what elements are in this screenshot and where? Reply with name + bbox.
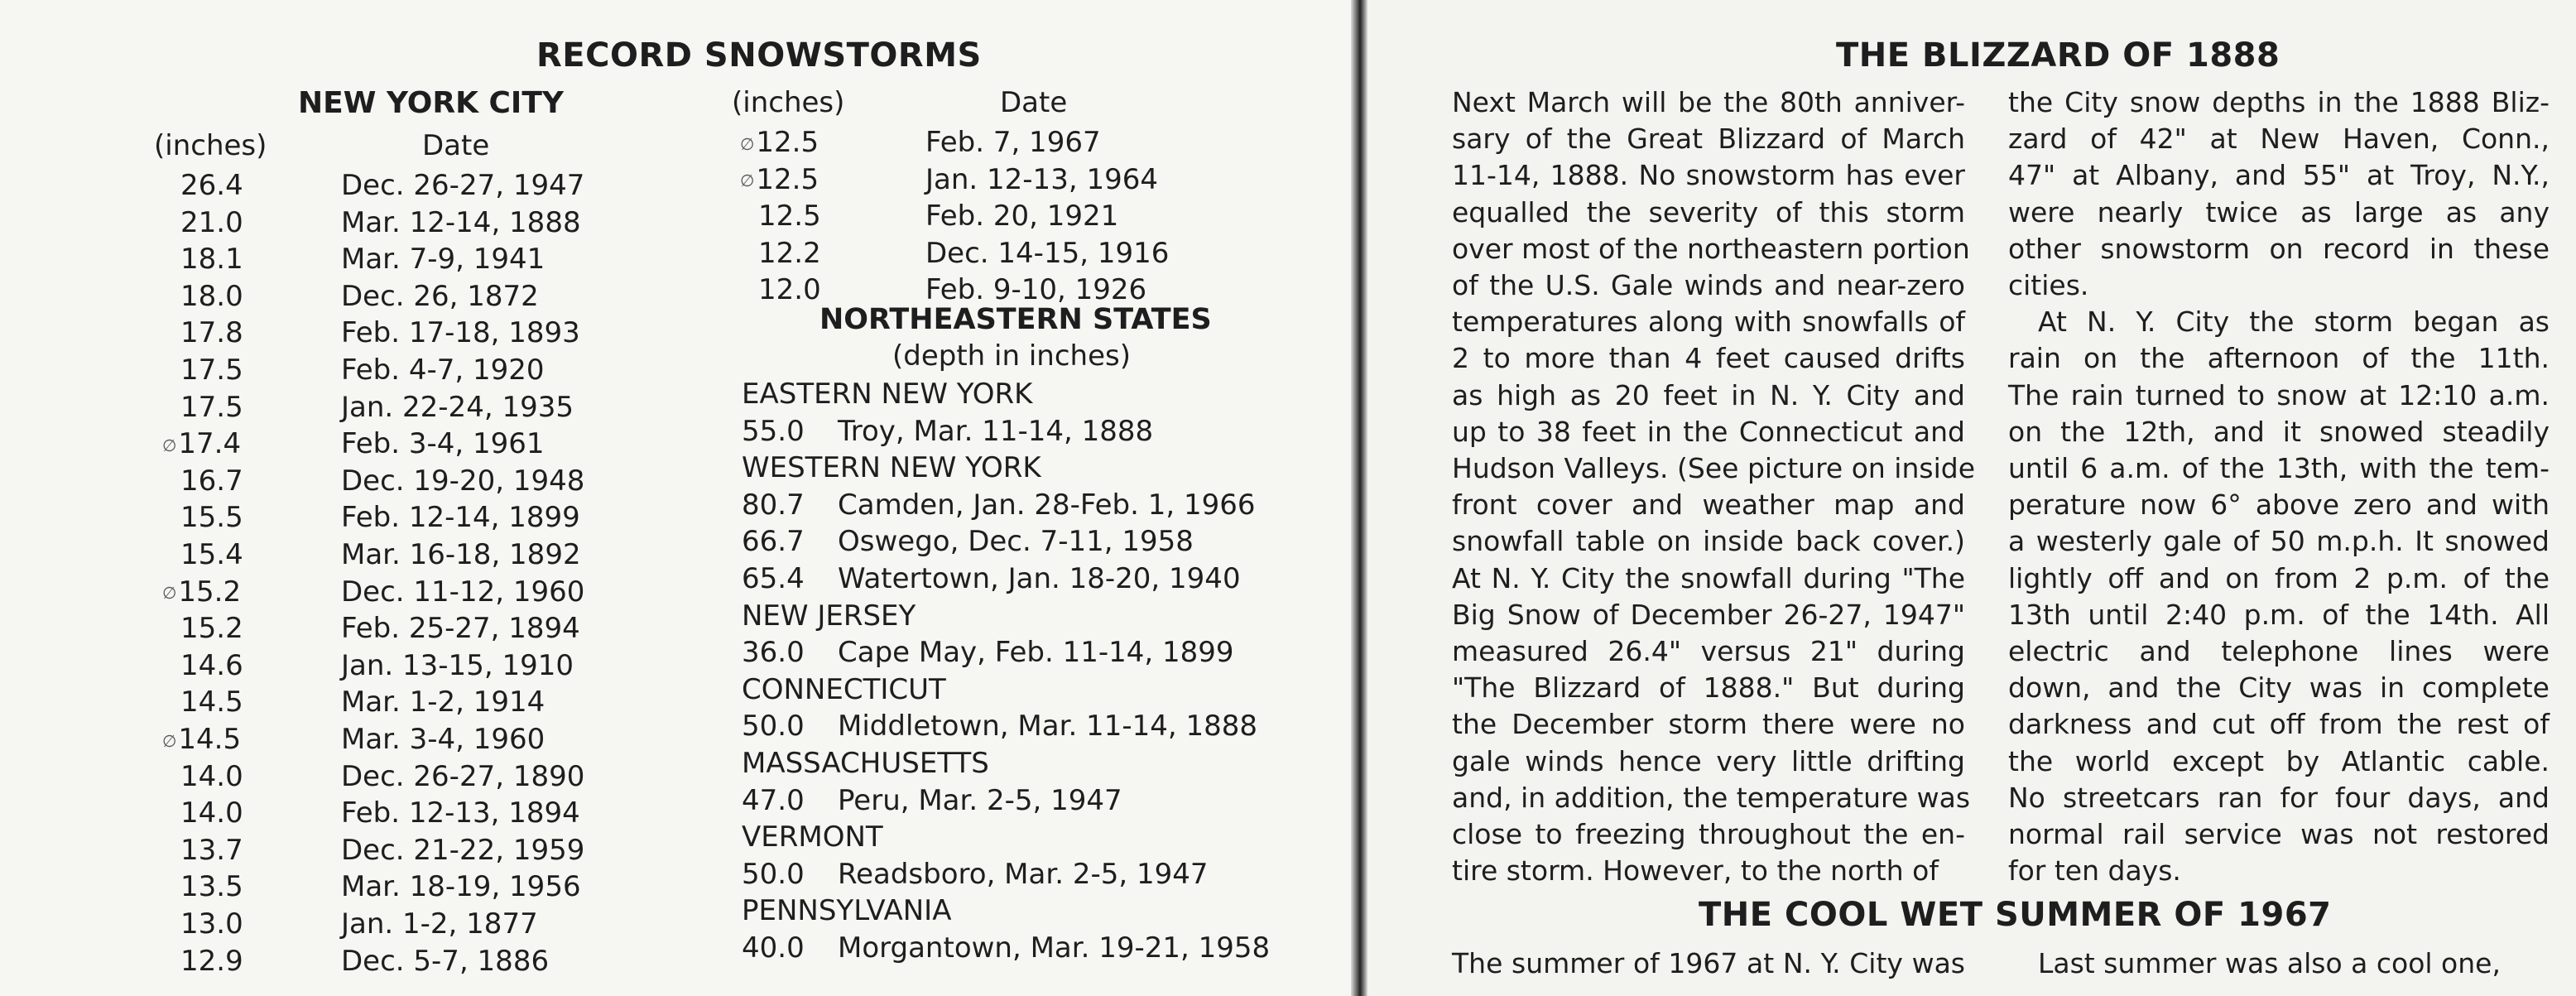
summer-col2-line: Last summer was also a cool one, bbox=[2038, 947, 2501, 979]
article-line: tire storm. However, to the north of bbox=[1452, 854, 1939, 888]
storm-date: Feb. 25-27, 1894 bbox=[341, 612, 580, 646]
storm-date: Feb. 12-13, 1894 bbox=[341, 796, 580, 830]
amount-value: 17.5 bbox=[180, 354, 243, 387]
book-spine bbox=[1351, 0, 1367, 996]
nyc-heading: NEW YORK CITY bbox=[298, 86, 564, 120]
article-line: Big Snow of December 26-27, 1947" bbox=[1452, 598, 1965, 631]
storm-date: Dec. 21-22, 1959 bbox=[341, 833, 585, 867]
storm-date: Mar. 1-2, 1914 bbox=[341, 686, 545, 719]
location-date: Middletown, Mar. 11-14, 1888 bbox=[838, 710, 1257, 743]
storm-date: Dec. 26, 1872 bbox=[341, 279, 539, 313]
location-date: Peru, Mar. 2-5, 1947 bbox=[838, 783, 1122, 817]
handwritten-mark-icon: ∅ bbox=[740, 133, 755, 154]
snowfall-amount bbox=[180, 907, 243, 941]
amount-value: 15.2 bbox=[180, 612, 243, 646]
date-column-header: Date bbox=[422, 129, 490, 162]
snowfall-amount bbox=[740, 163, 819, 196]
state-name: PENNSYLVANIA bbox=[742, 894, 952, 928]
amount-value: 17.5 bbox=[180, 390, 243, 424]
state-record-row bbox=[742, 858, 1209, 891]
state-name: WESTERN NEW YORK bbox=[742, 451, 1041, 485]
snowfall-amount bbox=[180, 686, 243, 719]
snowfall-amount bbox=[740, 126, 819, 159]
snowfall-amount bbox=[180, 870, 243, 903]
snowfall-amount bbox=[758, 273, 821, 306]
storm-date: Dec. 5-7, 1886 bbox=[341, 944, 550, 978]
article-line: of the U.S. Gale winds and near-zero bbox=[1452, 269, 1965, 302]
article-line: front cover and weather map and bbox=[1452, 488, 1965, 522]
article-line: other snowstorm on record in these bbox=[2008, 232, 2550, 265]
northeastern-states-heading: NORTHEASTERN STATES bbox=[819, 303, 1212, 336]
amount-value: 12.2 bbox=[758, 236, 821, 270]
article-line: the December storm there were no bbox=[1452, 708, 1965, 741]
amount-value: 13.7 bbox=[180, 833, 243, 867]
state-name: CONNECTICUT bbox=[742, 672, 946, 706]
snowfall-amount bbox=[180, 649, 243, 682]
article-line: The rain turned to snow at 12:10 a.m. bbox=[2008, 378, 2550, 411]
article-line: equalled the severity of this storm bbox=[1452, 195, 1965, 229]
storm-date: Jan. 22-24, 1935 bbox=[341, 390, 574, 424]
article-line: were nearly twice as large as any bbox=[2008, 195, 2550, 229]
storm-date: Feb. 3-4, 1961 bbox=[341, 427, 545, 461]
amount-value: 18.1 bbox=[180, 243, 243, 277]
amount-value: 15.5 bbox=[180, 501, 243, 535]
storm-date: Dec. 26-27, 1890 bbox=[341, 759, 585, 793]
article-line: perature now 6° above zero and with bbox=[2008, 488, 2550, 522]
amount-value: 18.0 bbox=[180, 279, 243, 313]
article-line: normal rail service was not restored bbox=[2008, 818, 2550, 851]
storm-date: Mar. 12-14, 1888 bbox=[341, 205, 581, 239]
amount-value: 26.4 bbox=[180, 169, 243, 202]
article-line: Hudson Valleys. (See picture on inside bbox=[1452, 452, 1975, 485]
amount-value: 12.5 bbox=[756, 162, 819, 196]
snowfall-amount bbox=[180, 501, 243, 534]
depth-value: 50.0 bbox=[742, 710, 805, 743]
state-record-row bbox=[742, 525, 1194, 558]
article-line: lightly off and on from 2 p.m. of the bbox=[2008, 561, 2550, 594]
handwritten-mark-icon: ∅ bbox=[162, 583, 177, 604]
cool-wet-summer-title: THE COOL WET SUMMER OF 1967 bbox=[1699, 896, 2332, 934]
location-date: Readsboro, Mar. 2-5, 1947 bbox=[838, 857, 1209, 891]
depth-subheading: (depth in inches) bbox=[892, 339, 1131, 373]
article-line: snowfall table on inside back cover.) bbox=[1452, 525, 1965, 558]
state-record-row bbox=[742, 710, 1257, 743]
amount-value: 15.4 bbox=[180, 538, 243, 571]
snowfall-amount bbox=[180, 796, 243, 830]
article-line: No streetcars ran for four days, and bbox=[2008, 781, 2550, 814]
article-line: temperatures along with snowfalls of bbox=[1452, 306, 1965, 339]
location-date: Camden, Jan. 28-Feb. 1, 1966 bbox=[838, 488, 1256, 522]
state-record-row bbox=[742, 784, 1122, 817]
article-line: the world except by Atlantic cable. bbox=[2008, 744, 2550, 777]
storm-date: Mar. 16-18, 1892 bbox=[341, 538, 581, 571]
state-record-row bbox=[742, 488, 1256, 522]
depth-value: 50.0 bbox=[742, 857, 805, 891]
article-line: cities. bbox=[2008, 269, 2089, 302]
amount-value: 13.5 bbox=[180, 870, 243, 904]
state-name: MASSACHUSETTS bbox=[742, 747, 989, 780]
handwritten-mark-icon: ∅ bbox=[162, 730, 177, 751]
snowfall-amount bbox=[180, 538, 243, 571]
location-date: Troy, Mar. 11-14, 1888 bbox=[838, 414, 1154, 448]
snowfall-amount bbox=[758, 200, 821, 233]
depth-value: 36.0 bbox=[742, 636, 805, 670]
storm-date: Dec. 26-27, 1947 bbox=[341, 169, 585, 202]
article-line: 2 to more than 4 feet caused drifts bbox=[1452, 342, 1965, 375]
storm-date: Dec. 14-15, 1916 bbox=[925, 236, 1170, 270]
state-name: NEW JERSEY bbox=[742, 599, 916, 633]
article-line: At N. Y. City the storm began as bbox=[2038, 306, 2550, 339]
amount-value: 17.4 bbox=[178, 427, 242, 461]
article-line: sary of the Great Blizzard of March bbox=[1452, 123, 1965, 156]
amount-value: 12.5 bbox=[756, 126, 819, 159]
article-line: up to 38 feet in the Connecticut and bbox=[1452, 415, 1965, 448]
blizzard-article-column-1 bbox=[1452, 84, 1975, 889]
snowfall-amount bbox=[180, 391, 243, 424]
snowfall-amount bbox=[180, 316, 243, 349]
amount-value: 14.0 bbox=[180, 796, 243, 830]
snowfall-amount bbox=[180, 243, 243, 276]
article-line: the City snow depths in the 1888 Bliz- bbox=[2008, 86, 2550, 118]
storm-date: Jan. 13-15, 1910 bbox=[341, 648, 574, 682]
record-snowstorms-title: RECORD SNOWSTORMS bbox=[536, 36, 982, 75]
snowfall-amount bbox=[180, 834, 243, 867]
location-date: Cape May, Feb. 11-14, 1899 bbox=[838, 636, 1234, 670]
amount-value: 21.0 bbox=[180, 205, 243, 239]
handwritten-mark-icon: ∅ bbox=[162, 435, 177, 455]
amount-value: 15.2 bbox=[178, 575, 242, 609]
snowfall-amount bbox=[180, 760, 243, 793]
amount-value: 12.0 bbox=[758, 273, 821, 307]
state-record-row bbox=[742, 636, 1234, 669]
article-line: down, and the City was in complete bbox=[2008, 671, 2550, 705]
depth-value: 55.0 bbox=[742, 414, 805, 448]
storm-date: Feb. 12-14, 1899 bbox=[341, 501, 580, 535]
location-date: Morgantown, Mar. 19-21, 1958 bbox=[838, 931, 1271, 965]
article-line: At N. Y. City the snowfall during "The bbox=[1452, 561, 1965, 594]
storm-date: Feb. 9-10, 1926 bbox=[925, 273, 1147, 307]
snowfall-amount bbox=[180, 354, 243, 387]
amount-value: 14.5 bbox=[180, 686, 243, 719]
article-line: 11-14, 1888. No snowstorm has ever bbox=[1452, 159, 1965, 192]
storm-date: Jan. 12-13, 1964 bbox=[925, 162, 1158, 196]
article-line: a westerly gale of 50 m.p.h. It snowed bbox=[2008, 525, 2550, 558]
handwritten-mark-icon: ∅ bbox=[740, 171, 755, 191]
date-column-header-2: Date bbox=[1000, 86, 1068, 119]
snowfall-amount bbox=[180, 206, 243, 239]
right-page bbox=[1367, 0, 2576, 996]
snowfall-amount bbox=[180, 945, 243, 978]
snowfall-amount bbox=[180, 464, 243, 498]
snowfall-amount bbox=[180, 612, 243, 645]
storm-date: Feb. 7, 1967 bbox=[925, 126, 1101, 159]
snowfall-amount bbox=[180, 169, 243, 202]
storm-date: Jan. 1-2, 1877 bbox=[341, 907, 538, 941]
depth-value: 65.4 bbox=[742, 562, 805, 595]
article-line: Next March will be the 80th anniver- bbox=[1452, 86, 1965, 118]
storm-date: Mar. 18-19, 1956 bbox=[341, 870, 581, 904]
article-line: zard of 42" at New Haven, Conn., bbox=[2008, 123, 2550, 156]
storm-date: Mar. 3-4, 1960 bbox=[341, 723, 545, 756]
depth-value: 80.7 bbox=[742, 488, 805, 522]
state-record-row bbox=[742, 931, 1270, 965]
blizzard-article-column-2 bbox=[2008, 84, 2550, 889]
article-line: darkness and cut off from the rest of bbox=[2008, 708, 2550, 741]
summer-article-column-2 bbox=[2008, 945, 2550, 982]
article-line: rain on the afternoon of the 11th. bbox=[2008, 342, 2550, 375]
amount-value: 14.0 bbox=[180, 759, 243, 793]
depth-value: 40.0 bbox=[742, 931, 805, 965]
snowfall-amount bbox=[162, 575, 241, 609]
article-line: as high as 20 feet in N. Y. City and bbox=[1452, 378, 1965, 411]
amount-value: 12.5 bbox=[758, 200, 821, 233]
location-date: Oswego, Dec. 7-11, 1958 bbox=[838, 525, 1194, 559]
state-name: VERMONT bbox=[742, 820, 883, 854]
amount-value: 13.0 bbox=[180, 907, 243, 941]
depth-value: 66.7 bbox=[742, 525, 805, 559]
storm-date: Feb. 4-7, 1920 bbox=[341, 354, 545, 387]
article-line: 13th until 2:40 p.m. of the 14th. All bbox=[2008, 598, 2550, 631]
amount-value: 16.7 bbox=[180, 464, 243, 498]
amount-value: 12.9 bbox=[180, 944, 243, 978]
state-record-row bbox=[742, 415, 1153, 448]
snowfall-amount bbox=[162, 723, 241, 756]
snowfall-amount bbox=[180, 280, 243, 313]
article-line: on the 12th, and it snowed steadily bbox=[2008, 415, 2550, 448]
depth-value: 47.0 bbox=[742, 783, 805, 817]
summer-article-column-1 bbox=[1452, 945, 1965, 982]
storm-date: Feb. 17-18, 1893 bbox=[341, 316, 580, 350]
summer-col1-line: The summer of 1967 at N. Y. City was bbox=[1452, 947, 1965, 979]
article-line: over most of the northeastern portion bbox=[1452, 232, 1970, 265]
storm-date: Dec. 11-12, 1960 bbox=[341, 575, 585, 609]
amount-value: 14.6 bbox=[180, 648, 243, 682]
article-line: and, in addition, the temperature was bbox=[1452, 781, 1971, 814]
article-line: until 6 a.m. of the 13th, with the tem- bbox=[2008, 452, 2550, 485]
storm-date: Dec. 19-20, 1948 bbox=[341, 464, 585, 498]
storm-date: Feb. 20, 1921 bbox=[925, 200, 1119, 233]
state-record-row bbox=[742, 562, 1241, 595]
location-date: Watertown, Jan. 18-20, 1940 bbox=[838, 562, 1241, 595]
amount-value: 17.8 bbox=[180, 316, 243, 350]
inches-column-header: (inches) bbox=[154, 129, 267, 162]
storm-date: Mar. 7-9, 1941 bbox=[341, 243, 545, 277]
article-line: gale winds hence very little drifting bbox=[1452, 744, 1965, 777]
article-line: measured 26.4" versus 21" during bbox=[1452, 635, 1965, 668]
article-line: close to freezing throughout the en- bbox=[1452, 818, 1965, 851]
snowfall-amount bbox=[162, 427, 241, 460]
article-line: for ten days. bbox=[2008, 854, 2181, 888]
article-line: "The Blizzard of 1888." But during bbox=[1452, 671, 1965, 705]
amount-value: 14.5 bbox=[178, 723, 242, 756]
article-line: electric and telephone lines were bbox=[2008, 635, 2550, 668]
article-line: 47" at Albany, and 55" at Troy, N.Y., bbox=[2008, 159, 2550, 192]
inches-column-header-2: (inches) bbox=[732, 86, 845, 119]
snowfall-amount bbox=[758, 237, 821, 270]
blizzard-1888-title: THE BLIZZARD OF 1888 bbox=[1836, 36, 2280, 75]
state-name: EASTERN NEW YORK bbox=[742, 378, 1033, 411]
